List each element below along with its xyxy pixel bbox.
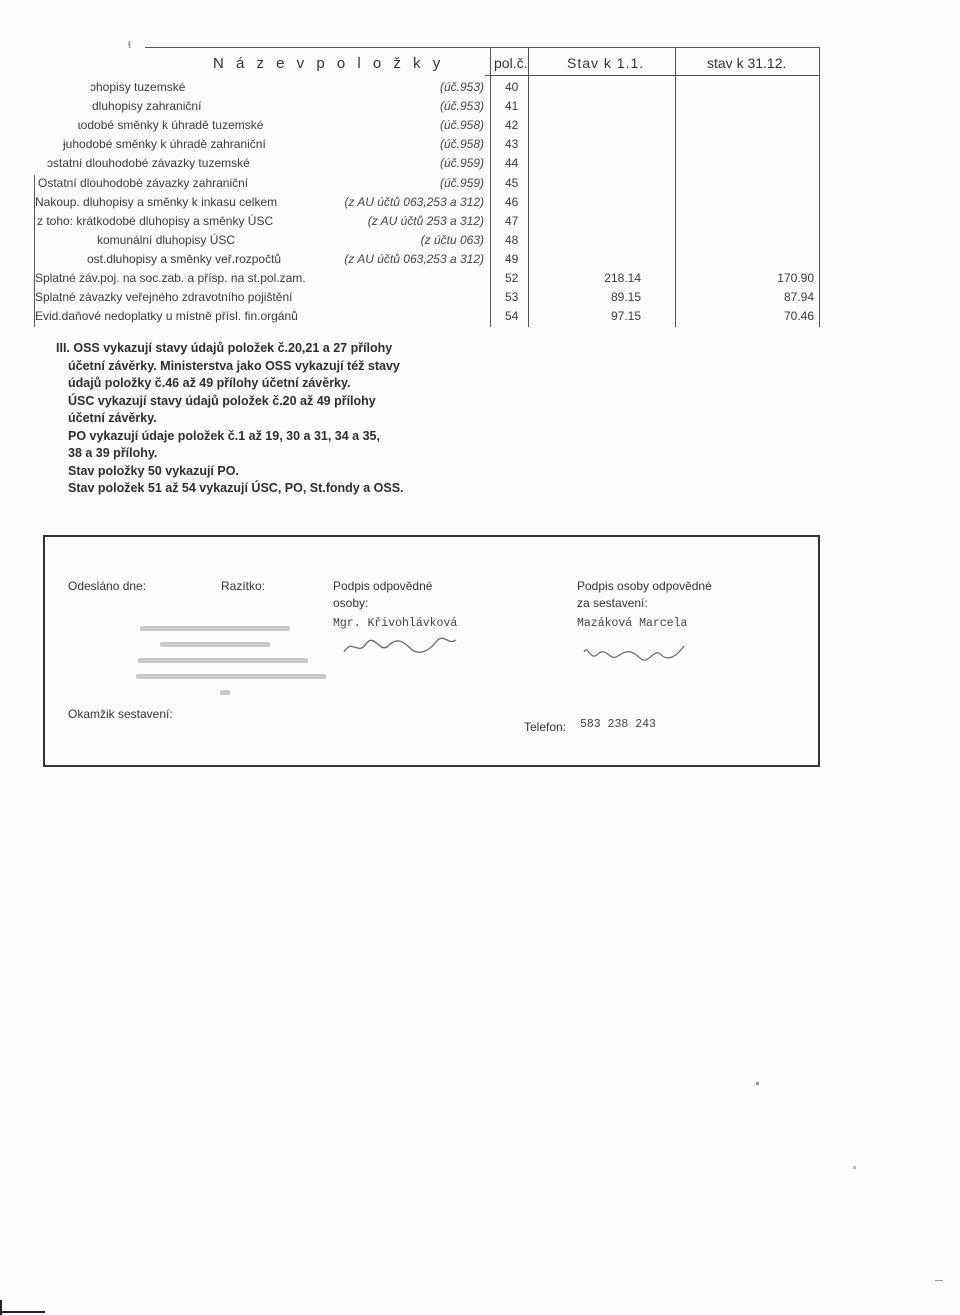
compiled-moment-label: Okamžik sestavení:: [68, 707, 173, 721]
author-person-name: Mazáková Marcela: [577, 617, 688, 630]
item-value-end: 87.94: [783, 290, 814, 305]
item-number: 45: [505, 175, 519, 190]
corner-mark: ŧ: [128, 40, 131, 51]
item-name: ɔhopisy tuzemské: [90, 80, 186, 94]
scan-speck: [853, 1166, 856, 1169]
item-value-start: 97.15: [610, 309, 641, 324]
item-number: 48: [505, 232, 519, 247]
item-account: (úč.958): [439, 118, 484, 133]
table-row: [0, 250, 960, 269]
footer-right-border: [818, 535, 820, 767]
table-row: [0, 212, 960, 231]
table-row: [0, 231, 960, 250]
item-name: Splatné záv.poj. na soc.zab. a přísp. na st.pol.zam.: [35, 271, 306, 285]
item-account: (z účtu 063): [420, 232, 484, 247]
table-row: [0, 154, 960, 173]
item-number: 47: [505, 213, 519, 228]
footer-top-rule: [43, 535, 820, 537]
item-name: z toho: krátkodobé dluhopisy a směnky ÚSC: [37, 213, 274, 228]
note-line: Stav položek 51 až 54 vykazují ÚSC, PO, St.fondy a OSS.: [68, 481, 404, 495]
sent-date-label: Odesláno dne:: [68, 579, 147, 593]
author-signature: [580, 640, 690, 668]
item-name: komunální dluhopisy ÚSC: [97, 232, 236, 247]
note-line: účetní závěrky. Ministerstva jako OSS vykazují též stavy: [68, 358, 400, 373]
item-account: (úč.953): [439, 80, 484, 94]
table-row: [0, 288, 960, 307]
item-number: 41: [505, 99, 519, 114]
stamp-image: [120, 622, 340, 702]
item-name: dluhopisy zahraniční: [92, 99, 202, 114]
author-signature-label-2: za sestavení:: [577, 596, 648, 610]
item-name: Nakoup. dluhopisy a směnky k inkasu celkem: [35, 194, 278, 209]
table-row: [0, 97, 960, 116]
item-account: (úč.959): [439, 175, 484, 190]
item-name: ɩodobé směnky k úhradě tuzemské: [78, 118, 264, 133]
item-name: ɔstatní dlouhodobé závazky tuzemské: [47, 156, 250, 171]
item-name: Ostatní dlouhodobé závazky zahraniční: [38, 175, 249, 190]
table-row: [0, 174, 960, 193]
responsible-signature-label: Podpis odpovědné: [333, 579, 433, 593]
item-number: 40: [505, 80, 519, 94]
note-line: účetní závěrky.: [68, 411, 157, 425]
phone-value: 583 238 243: [580, 718, 656, 731]
item-account: (z AU účtů 253 a 312): [367, 213, 484, 228]
responsible-signature: [340, 632, 460, 660]
item-account: (úč.959): [439, 156, 484, 171]
item-account: (úč.958): [439, 137, 484, 152]
item-number: 44: [505, 156, 519, 171]
responsible-signature-label-2: osoby:: [333, 596, 369, 610]
header-bottom-rule: [485, 75, 820, 76]
footer-left-border: [43, 535, 45, 767]
table-row: [0, 307, 960, 326]
note-line: 38 a 39 přílohy.: [68, 446, 158, 460]
scan-edge-mark: [0, 1311, 45, 1313]
table-row: [0, 78, 960, 97]
column-header-stav-start: Stav k 1.1.: [567, 55, 645, 71]
item-name: ɉuhodobé směnky k úhradě zahraniční: [63, 137, 266, 152]
item-number: 42: [505, 118, 519, 133]
table-row: [0, 116, 960, 135]
note-line: Stav položky 50 vykazují PO.: [68, 463, 239, 478]
note-line: III. OSS vykazují stavy údajů položek č.20,21 a 27 přílohy: [56, 341, 393, 355]
note-line: ÚSC vykazují stavy údajů položek č.20 až 49 přílohy: [68, 393, 376, 408]
responsible-person-name: Mgr. Křivohlávková: [333, 617, 458, 630]
footer-bottom-rule: [43, 765, 820, 767]
instruction-notes: [56, 340, 404, 498]
column-header-number: pol.č.: [494, 55, 528, 71]
item-value-start: 89.15: [610, 290, 641, 305]
item-value-end: 70.46: [783, 309, 814, 324]
author-signature-label: Podpis osoby odpovědné: [577, 579, 712, 593]
item-name: ost.dluhopisy a směnky veř.rozpočtů: [87, 251, 282, 266]
item-number: 52: [505, 271, 519, 285]
item-name: Splatné závazky veřejného zdravotního pojištění: [35, 290, 293, 305]
column-header-stav-end: stav k 31.12.: [707, 55, 787, 71]
table-row: [0, 193, 960, 212]
column-header-name: N á z e v p o l o ž k y: [213, 55, 445, 72]
item-number: 43: [505, 137, 519, 152]
official-stamp-impression: [120, 622, 340, 707]
table-row: [0, 269, 960, 288]
table-row: [0, 135, 960, 154]
note-line: PO vykazují údaje položek č.1 až 19, 30 a 31, 34 a 35,: [68, 428, 380, 443]
item-value-start: 218.14: [604, 271, 641, 285]
item-name: Evid.daňové nedoplatky u místně přísl. fin.orgánů: [35, 309, 298, 324]
item-value-end: 170.90: [777, 271, 814, 285]
item-number: 46: [505, 194, 519, 209]
item-account: (z AU účtů 063,253 a 312): [344, 194, 484, 209]
note-line: údajů položky č.46 až 49 přílohy účetní závěrky.: [68, 376, 351, 390]
item-account: (úč.953): [439, 99, 484, 114]
header-top-rule: [145, 47, 820, 48]
item-account: (z AU účtů 063,253 a 312): [344, 251, 484, 266]
phone-label: Telefon:: [524, 720, 567, 734]
item-number: 49: [505, 251, 519, 266]
stamp-label: Razítko:: [221, 579, 266, 593]
item-number: 54: [505, 309, 519, 324]
scan-speck: [935, 1280, 943, 1281]
item-number: 53: [505, 290, 519, 305]
scan-speck: [756, 1082, 759, 1085]
